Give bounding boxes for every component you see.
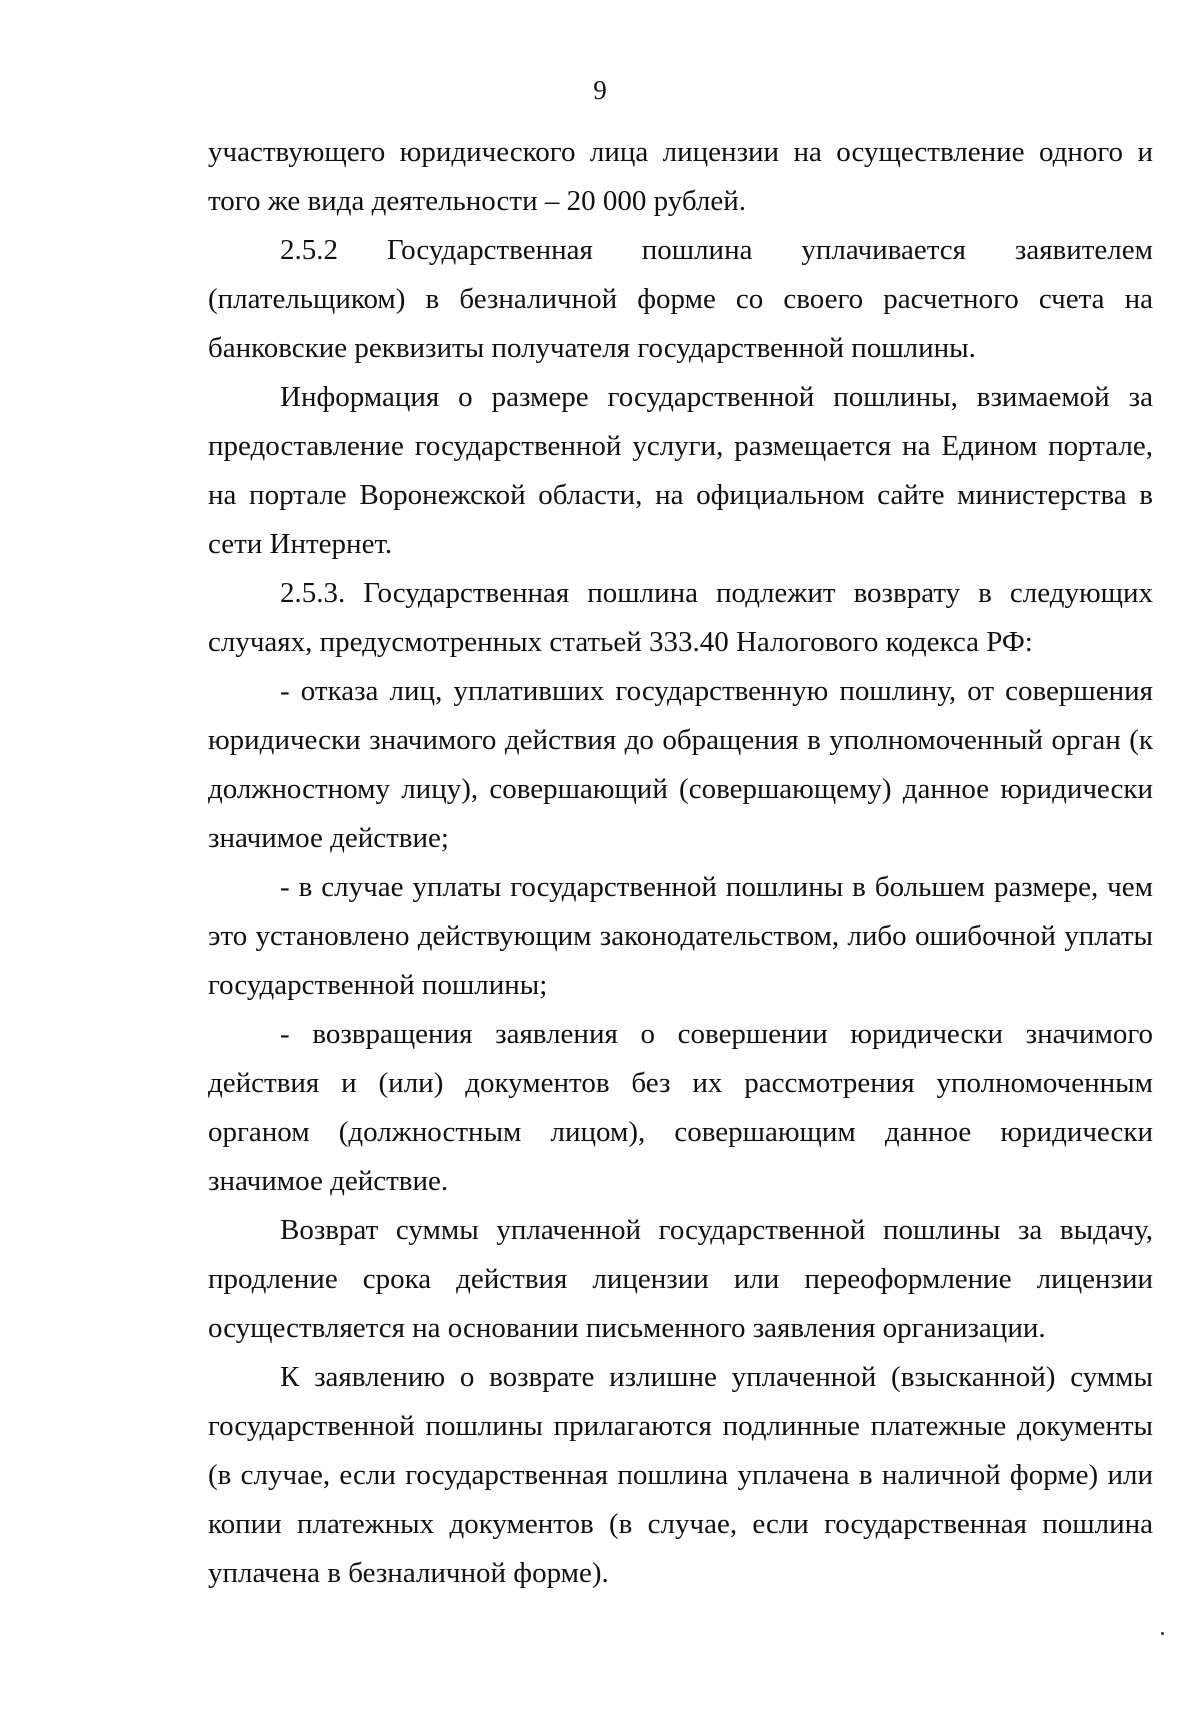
scan-speck	[1161, 1632, 1164, 1635]
list-item-return-application: - возвращения заявления о совершении юридически значимого действия и (или) документов без их рассмотрения уполномоченным органом (должностным лицом), совершающим данное юридически значимое действие.	[208, 1018, 1153, 1197]
paragraph-2-5-2: 2.5.2 Государственная пошлина уплачивается заявителем (плательщиком) в безналичной форме со своего расчетного счета на банковские реквизиты получателя государственной пошлины.	[208, 234, 1153, 364]
paragraph-refund-procedure: Возврат суммы уплаченной государственной пошлины за выдачу, продление срока действия лицензии или переоформление лицензии осуществляется на основании письменного заявления организации.	[208, 1214, 1153, 1344]
document-body	[208, 128, 1153, 1598]
page-number: 9	[593, 75, 607, 105]
list-item-overpayment: - в случае уплаты государственной пошлины в большем размере, чем это установлено действующим законодательством, либо ошибочной уплаты государственной пошлины;	[208, 871, 1153, 1001]
paragraph-fee-information: Информация о размере государственной пошлины, взимаемой за предоставление государственной услуги, размещается на Едином портале, на портале Воронежской области, на официальном сайте министерства в сети Интернет.	[208, 381, 1153, 560]
list-item-refusal: - отказа лиц, уплативших государственную пошлину, от совершения юридически значимого действия до обращения в уполномоченный орган (к должностному лицу), совершающий (совершающему) данное юридически значимое действие;	[208, 675, 1153, 854]
paragraph-refund-documents: К заявлению о возврате излишне уплаченной (взысканной) суммы государственной пошлины прилагаются подлинные платежные документы (в случае, если государственная пошлина уплачена в наличной форме) или копии платежных документов (в случае, если государственная пошлина уплачена в безналичной форме).	[208, 1361, 1153, 1589]
paragraph-continuation: участвующего юридического лица лицензии на осуществление одного и того же вида деятельности – 20 000 рублей.	[208, 136, 1153, 217]
paragraph-2-5-3: 2.5.3. Государственная пошлина подлежит возврату в следующих случаях, предусмотренных статьей 333.40 Налогового кодекса РФ:	[208, 577, 1153, 658]
